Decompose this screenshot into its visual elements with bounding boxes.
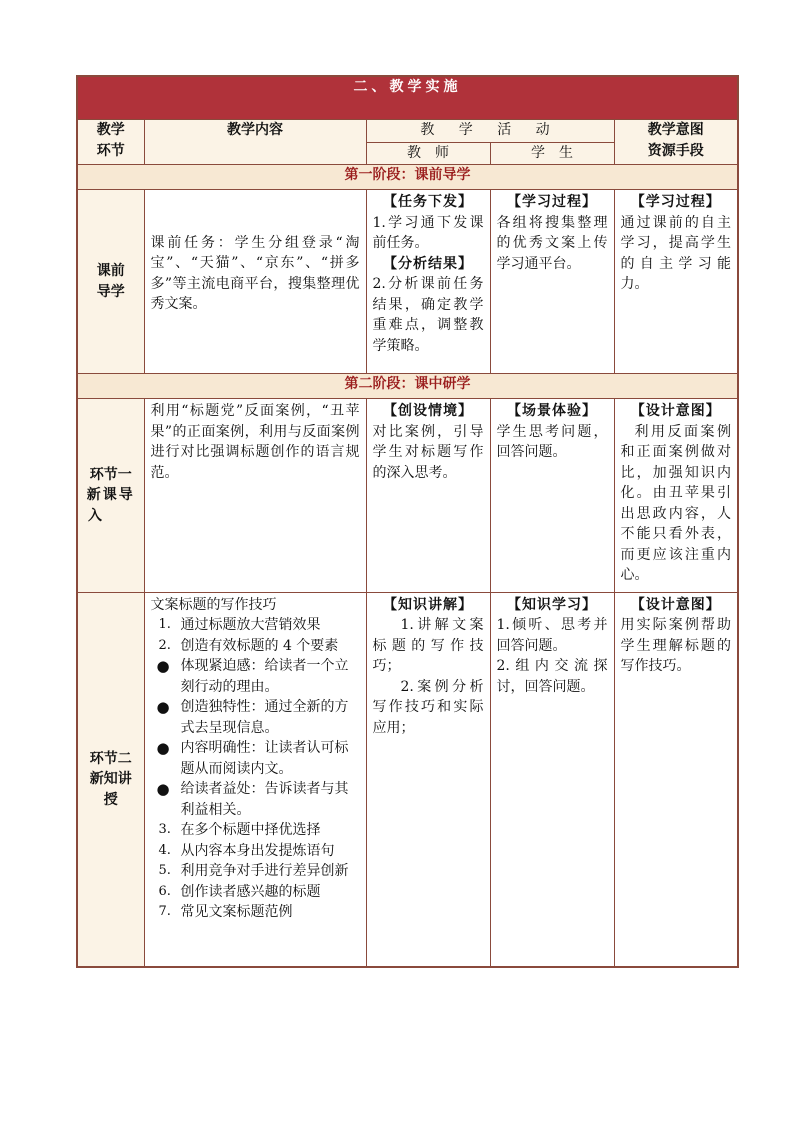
stage2-row2-teacher [366, 592, 490, 967]
list-item-text: 从内容本身出发提炼语句 [180, 842, 335, 859]
header-intent-line2: 资源手段 [647, 143, 704, 159]
list-item [151, 779, 360, 820]
stage2-row1-intent-heading: 【设计意图】 [630, 403, 721, 419]
header-teacher: 教 师 [366, 143, 490, 165]
header-intent [614, 120, 738, 165]
list-item-text: 常见文案标题范例 [180, 904, 293, 920]
stage2-row1-link [77, 399, 144, 593]
stage2-row1-teacher [366, 399, 490, 593]
stage2-row2-link-line1: 环节二 [89, 750, 132, 767]
stage1-student-heading: 【学习过程】 [507, 194, 597, 210]
list-marker: 7. [158, 904, 171, 919]
stage2-row1 [77, 399, 738, 593]
stage2-row1-link-line1: 环节一 [89, 466, 132, 483]
stage1-link [77, 190, 144, 374]
stage2-row2-content-title: 文案标题的写作技巧 [150, 596, 277, 613]
stage2-row1-student-text: 学生思考问题，回答问题。 [496, 423, 608, 460]
stage2-row2-link-line2: 新知讲 [89, 771, 132, 787]
list-marker: 2. [158, 637, 171, 653]
stage2-row1-student [490, 399, 614, 593]
stage1-title: 第一阶段：课前导学 [77, 165, 738, 190]
stage2-row1-link-line3: 入 [88, 507, 102, 524]
list-item-text: 利用竞争对手进行差异创新 [180, 863, 349, 879]
list-item-text: 创造独特性：通过全新的方式去呈现信息。 [180, 699, 349, 736]
list-marker: ● [156, 780, 170, 798]
section-title: 二、教学实施 [77, 76, 738, 120]
list-item [151, 697, 360, 738]
stage2-row1-intent-text: 利用反面案例和正面案例做对比，加强知识内化。由丑苹果引出思政内容，人不能只看外表，而更应该注重内心。 [620, 423, 731, 583]
list-item [151, 820, 360, 841]
list-item-text: 创造有效标题的 4 个要素 [180, 637, 339, 654]
stage1-content [144, 190, 366, 374]
stage2-row1-intent [614, 399, 738, 593]
stage2-row2-teacher-heading: 【知识讲解】 [383, 596, 473, 613]
stage2-row2-intent [614, 592, 738, 967]
stage2-row2-content [144, 592, 366, 967]
stage2-row1-content [144, 399, 366, 593]
list-item-text: 给读者益处：告诉读者与其利益相关。 [180, 781, 349, 818]
list-marker: 4. [158, 842, 171, 858]
stage1-teacher [366, 190, 490, 374]
stage2-row2-teacher-text1: 1.讲解文案标题的写作技巧； [372, 617, 484, 674]
header-link-line1: 教学 [96, 122, 125, 138]
list-marker: ● [156, 657, 170, 675]
list-item-text: 通过标题放大营销效果 [180, 617, 321, 633]
list-item [151, 656, 360, 697]
stage1-student-text: 各组将搜集整理的优秀文案上传学习通平台。 [496, 214, 608, 272]
banner-row [77, 76, 738, 120]
stage2-row2-intent-heading: 【设计意图】 [630, 596, 721, 613]
header-student: 学 生 [490, 143, 614, 165]
stage2-row2-intent-text: 用实际案例帮助学生理解标题的写作技巧。 [620, 617, 731, 674]
list-item [151, 615, 360, 636]
stage2-row2-student-heading: 【知识学习】 [507, 596, 597, 613]
stage1-link-line2: 导学 [96, 283, 125, 300]
header-link [77, 120, 144, 165]
stage2-row2-student [490, 592, 614, 967]
list-item [151, 636, 360, 657]
stage2-row2-student-text1: 1.倾听、思考并回答问题。 [496, 617, 608, 654]
list-marker: 6. [158, 883, 171, 899]
stage1-link-line1: 课前 [96, 263, 125, 279]
header-activity: 教 学 活 动 [366, 120, 614, 143]
stage2-row2-link-line3: 授 [103, 791, 118, 808]
stage2-row2-link [77, 592, 144, 967]
stage1-content-text: 课前任务：学生分组登录“淘宝”、“天猫”、“京东”、“拼多多”等主流电商平台，搜集整理优秀文案。 [150, 234, 360, 312]
list-item [151, 841, 360, 862]
stage1-intent [614, 190, 738, 374]
list-marker: 3. [158, 822, 171, 837]
stage2-row1-teacher-heading: 【创设情境】 [383, 403, 473, 419]
stage1-teacher-text1: 1.学习通下发课前任务。 [372, 214, 484, 251]
list-item-text: 创作读者感兴趣的标题 [180, 883, 321, 900]
technique-list [151, 615, 360, 923]
stage2-title: 第二阶段：课中研学 [77, 374, 738, 399]
header-link-line2: 环节 [96, 143, 125, 159]
list-item-text: 在多个标题中择优选择 [180, 822, 321, 838]
stage1-row [77, 165, 738, 190]
list-marker: ● [156, 739, 170, 757]
stage2-row2-teacher-text2: 2.案例分析写作技巧和实际应用； [372, 678, 484, 736]
stage2-row1-link-line2: 新课导 [86, 487, 135, 503]
header-intent-line1: 教学意图 [647, 122, 704, 138]
lesson-plan-table [76, 75, 739, 968]
stage1-intent-heading: 【学习过程】 [630, 194, 721, 210]
list-marker: 5. [158, 863, 171, 878]
stage2-row1-teacher-text: 对比案例，引导学生对标题写作的深入思考。 [372, 423, 484, 481]
list-item-text: 内容明确性：让读者认可标题从而阅读内文。 [180, 740, 349, 777]
list-item-text: 体现紧迫感：给读者一个立刻行动的理由。 [180, 658, 349, 695]
header-content: 教学内容 [144, 120, 366, 165]
stage2-row [77, 374, 738, 399]
stage1-teacher-heading2: 【分析结果】 [383, 255, 473, 272]
stage1-student [490, 190, 614, 374]
list-item [151, 738, 360, 779]
stage2-row1-student-heading: 【场景体验】 [507, 403, 597, 419]
header-row-1 [77, 120, 738, 143]
list-item [151, 882, 360, 903]
list-item [151, 861, 360, 882]
stage1-intent-text: 通过课前的自主学习，提高学生的自主学习能力。 [620, 214, 731, 292]
list-item [151, 902, 360, 923]
stage1-teacher-text2: 2.分析课前任务结果，确定教学重难点，调整教学策略。 [372, 276, 484, 354]
list-marker: 1. [158, 617, 171, 632]
stage2-row2-student-text2: 2.组内交流探讨，回答问题。 [496, 658, 608, 695]
stage2-row1-content-text: 利用“标题党”反面案例，“丑苹果”的正面案例，利用与反面案例进行对比强调标题创作的语言规范。 [150, 403, 360, 481]
stage1-content-row [77, 190, 738, 374]
stage2-row2 [77, 592, 738, 967]
list-marker: ● [156, 698, 170, 716]
stage1-teacher-heading1: 【任务下发】 [383, 194, 473, 210]
